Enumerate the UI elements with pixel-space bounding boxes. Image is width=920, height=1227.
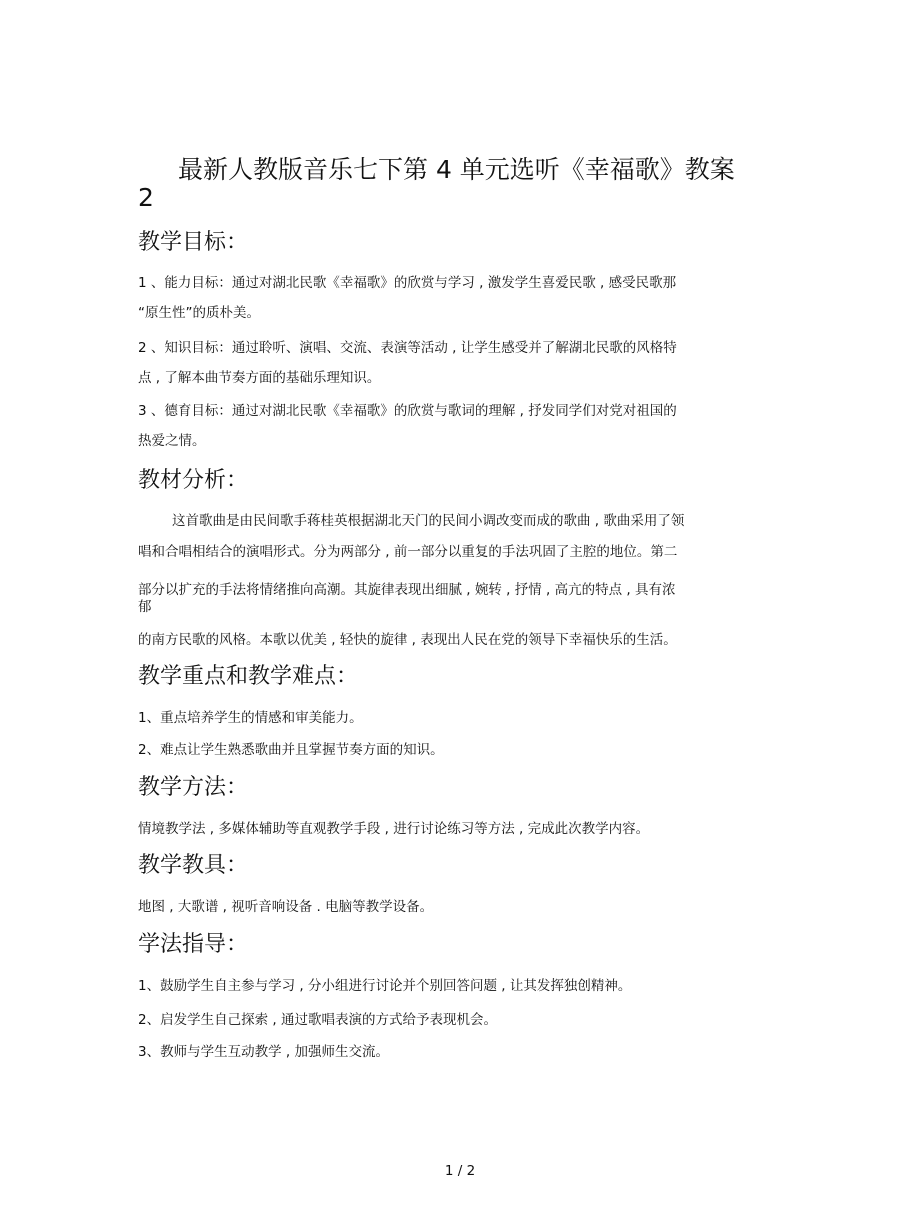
key-points-line: 2、难点让学生熟悉歌曲并且掌握节奏方面的知识。 xyxy=(138,742,444,758)
section-heading-key-points: 教学重点和教学难点： xyxy=(138,664,359,689)
document-title-line-1: 最新人教版音乐七下第 4 单元选听《幸福歌》教案 xyxy=(178,155,735,184)
page-number: 1 / 2 xyxy=(444,1163,476,1179)
goals-line: 1 、能力目标：通过对湖北民歌《幸福歌》的欣赏与学习 , 激发学生喜爱民歌 , 感受民歌那 xyxy=(138,275,677,291)
section-heading-goals: 教学目标： xyxy=(138,230,249,255)
goals-line: “原生性”的质朴美。 xyxy=(138,305,260,321)
goals-line: 3 、德育目标：通过对湖北民歌《幸福歌》的欣赏与歌词的理解 , 抒发同学们对党对祖国的 xyxy=(138,403,677,419)
analysis-line: 唱和合唱相结合的演唱形式。分为两部分 , 前一部分以重复的手法巩固了主腔的地位。第二 xyxy=(138,544,678,560)
goals-line: 2 、知识目标：通过聆听、演唱、交流、表演等活动 , 让学生感受并了解湖北民歌的风格特 xyxy=(138,340,677,356)
document-title-line-2: 2 xyxy=(138,183,154,212)
goals-line: 热爱之情。 xyxy=(138,433,206,449)
study-guide-line: 3、教师与学生互动教学 , 加强师生交流。 xyxy=(138,1044,389,1060)
section-heading-methods: 教学方法： xyxy=(138,775,249,800)
analysis-line: 这首歌曲是由民间歌手蒋桂英根据湖北天门的民间小调改变而成的歌曲 , 歌曲采用了领 xyxy=(172,513,685,529)
goals-line: 点 , 了解本曲节奏方面的基础乐理知识。 xyxy=(138,370,381,386)
analysis-line: 郁 xyxy=(138,599,152,615)
methods-line: 情境教学法 , 多媒体辅助等直观教学手段 , 进行讨论练习等方法 , 完成此次教学内容。 xyxy=(138,821,650,837)
section-heading-analysis: 教材分析： xyxy=(138,468,249,493)
study-guide-line: 2、启发学生自己探索 , 通过歌唱表演的方式给予表现机会。 xyxy=(138,1012,497,1028)
study-guide-line: 1、鼓励学生自主参与学习 , 分小组进行讨论并个别回答问题 , 让其发挥独创精神。 xyxy=(138,978,632,994)
analysis-line: 的南方民歌的风格。本歌以优美 , 轻快的旋律 , 表现出人民在党的领导下幸福快乐的生活。 xyxy=(138,632,677,648)
tools-line: 地图 , 大歌谱 , 视听音响设备 . 电脑等教学设备。 xyxy=(138,899,434,915)
key-points-line: 1、重点培养学生的情感和审美能力。 xyxy=(138,710,363,726)
section-heading-tools: 教学教具： xyxy=(138,853,249,878)
section-heading-study-guide: 学法指导： xyxy=(138,932,249,957)
analysis-line: 部分以扩充的手法将情绪推向高潮。其旋律表现出细腻 , 婉转 , 抒情 , 高亢的特点 , 具有浓 xyxy=(138,582,676,598)
